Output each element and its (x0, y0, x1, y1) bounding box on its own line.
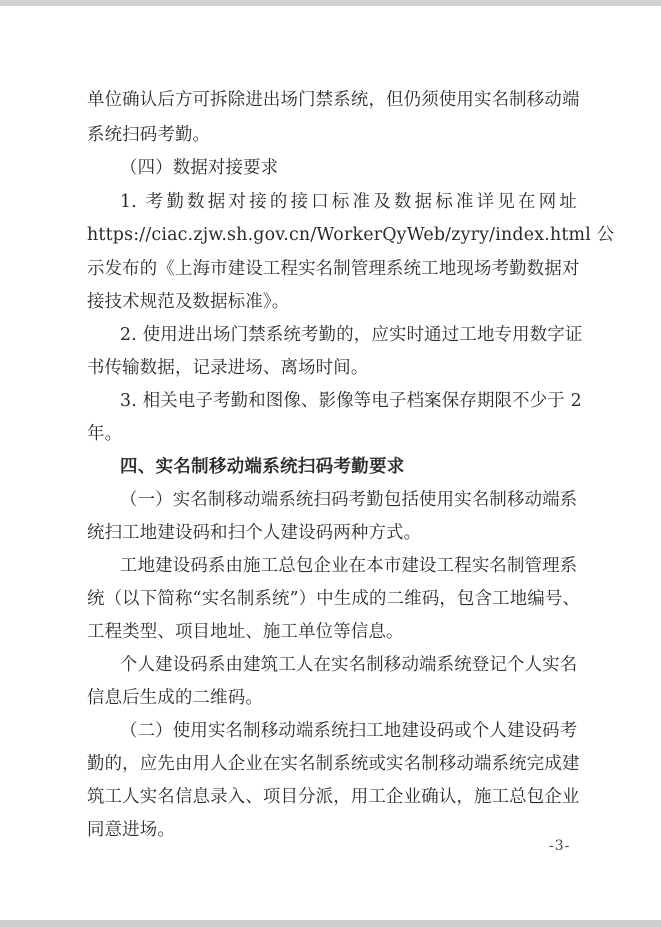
scan-bottom-edge (0, 920, 661, 927)
section-heading: 四、实名制移动端系统扫码考勤要求 (120, 457, 405, 477)
paragraph-line: 1. 考勤数据对接的接口标准及数据标准详见在网址 (120, 192, 577, 212)
paragraph-line: 系统扫码考勤。 (87, 125, 211, 145)
page-number: -3- (549, 838, 571, 854)
section-subheading: （四）数据对接要求 (120, 158, 279, 178)
paragraph-line: 工地建设码系由施工总包企业在本市建设工程实名制管理系 (120, 556, 578, 576)
paragraph-line: 工程类型、项目地址、施工单位等信息。 (87, 622, 404, 642)
paragraph-line: 统（以下简称“实名制系统”）中生成的二维码，包含工地编号、 (87, 589, 581, 609)
url-line: https://ciac.zjw.sh.gov.cn/WorkerQyWeb/zyry/index.html 公 (87, 225, 615, 245)
paragraph-line: 3. 相关电子考勤和图像、影像等电子档案保存期限不少于 2 (120, 391, 582, 411)
paragraph-line: 筑工人实名信息录入、项目分派，用工企业确认，施工总包企业 (87, 787, 580, 807)
paragraph-line: 单位确认后方可拆除进出场门禁系统，但仍须使用实名制移动端 (87, 90, 580, 110)
paragraph-line: 统扫工地建设码和扫个人建设码两种方式。 (87, 523, 422, 543)
paragraph-line: 同意进场。 (87, 820, 175, 840)
paragraph-line: 年。 (87, 424, 123, 444)
paragraph-line: 接技术规范及数据标准》。 (87, 292, 290, 312)
paragraph-line: （一）实名制移动端系统扫码考勤包括使用实名制移动端系 (120, 490, 578, 510)
paragraph-line: （二）使用实名制移动端系统扫工地建设码或个人建设码考 (120, 721, 578, 741)
paragraph-line: 书传输数据，记录进场、离场时间。 (87, 358, 369, 378)
paragraph-line: 信息后生成的二维码。 (87, 688, 263, 708)
paragraph-line: 2. 使用进出场门禁系统考勤的，应实时通过工地专用数字证 (120, 325, 583, 345)
paragraph-line: 勤的，应先由用人企业在实名制系统或实名制移动端系统完成建 (87, 754, 580, 774)
paragraph-line: 个人建设码系由建筑工人在实名制移动端系统登记个人实名 (120, 655, 578, 675)
paragraph-line: 示发布的《上海市建设工程实名制管理系统工地现场考勤数据对 (87, 259, 580, 279)
